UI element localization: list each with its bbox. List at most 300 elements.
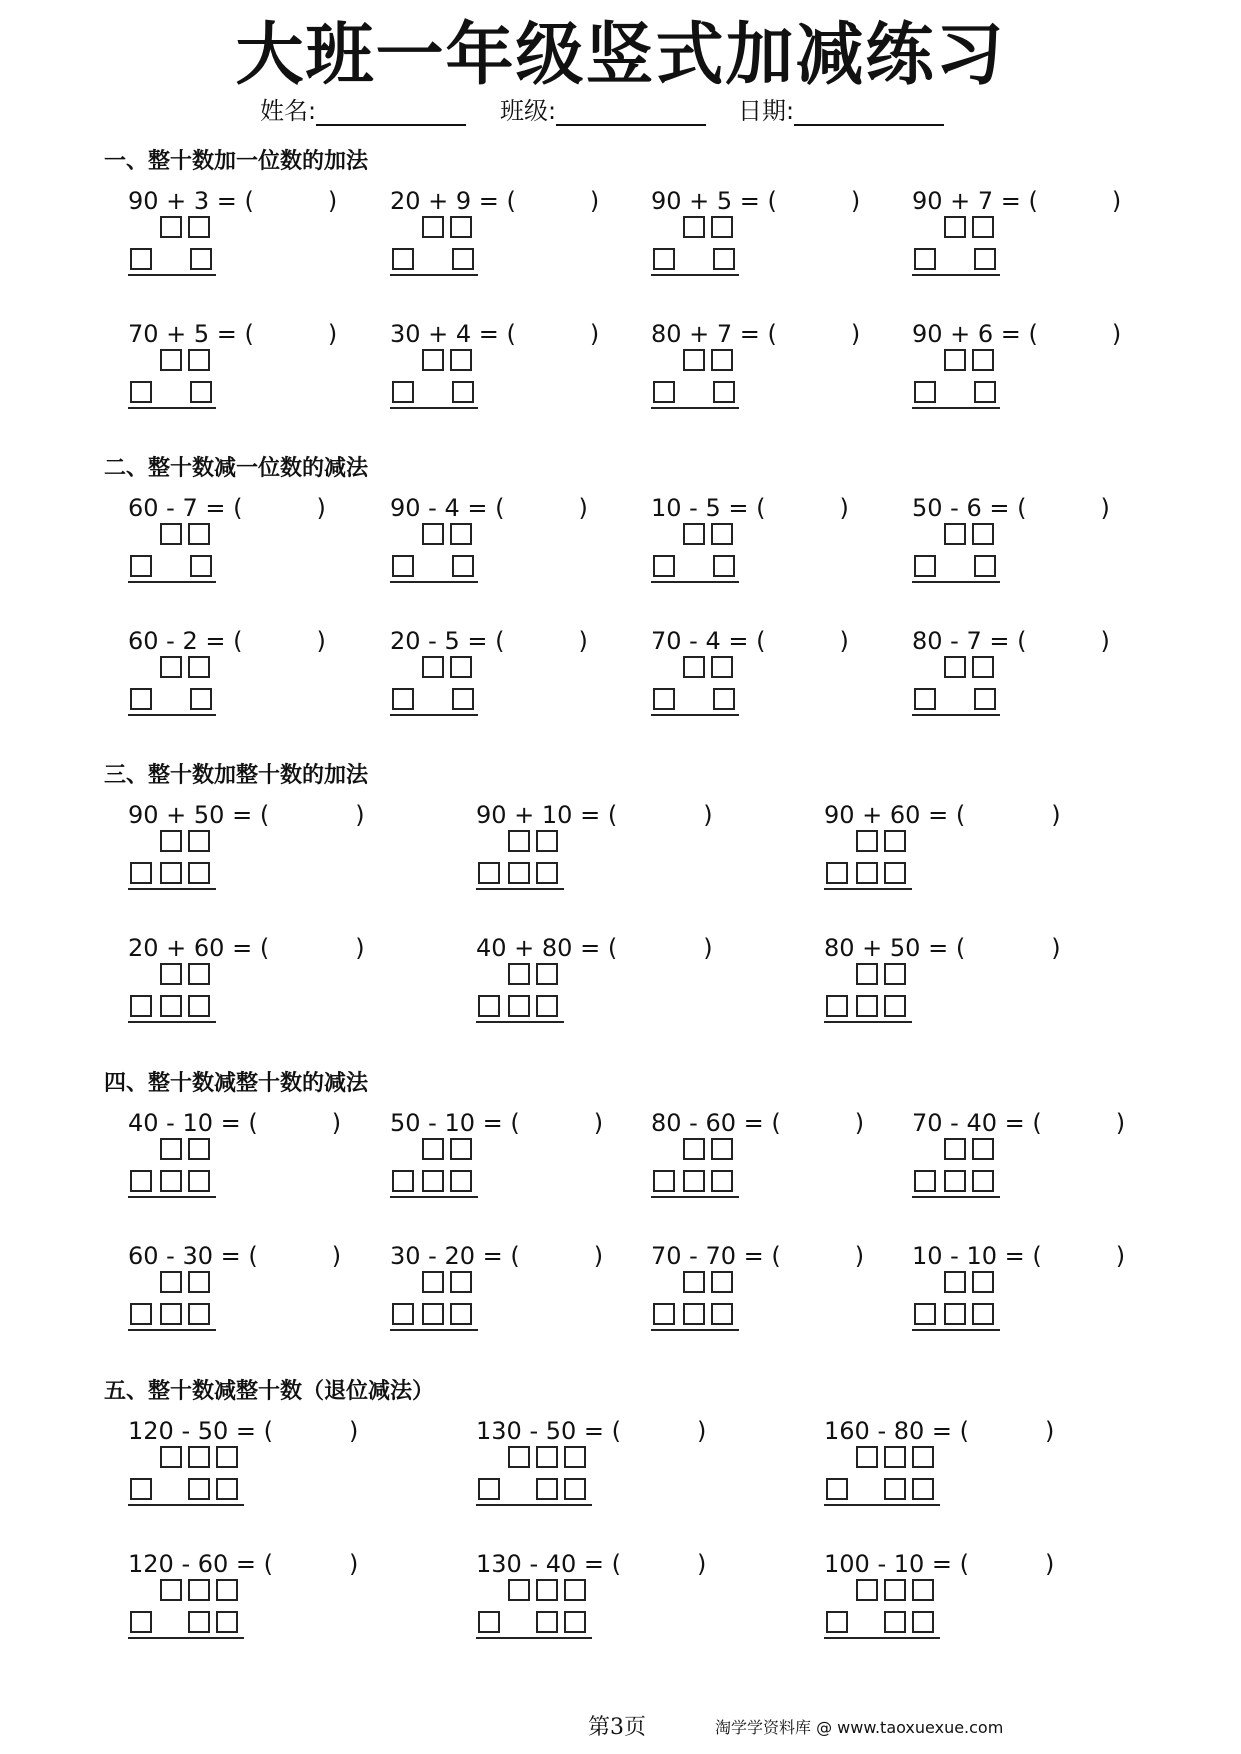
equation-text: 90 + 5 = ( bbox=[651, 187, 777, 215]
digit-box[interactable] bbox=[711, 216, 733, 238]
digit-box[interactable] bbox=[392, 381, 414, 403]
equation-text: 120 - 50 = ( bbox=[128, 1417, 273, 1445]
digit-box[interactable] bbox=[944, 1138, 966, 1160]
digit-box[interactable] bbox=[450, 1138, 472, 1160]
equation bbox=[912, 626, 1110, 656]
digit-box[interactable] bbox=[944, 216, 966, 238]
digit-box[interactable] bbox=[974, 381, 996, 403]
answer-close-paren: ) bbox=[327, 320, 338, 348]
digit-box[interactable] bbox=[392, 1303, 414, 1325]
digit-box[interactable] bbox=[188, 1446, 210, 1468]
equation-text: 70 - 70 = ( bbox=[651, 1242, 781, 1270]
problem bbox=[476, 800, 736, 910]
equation-text: 80 - 60 = ( bbox=[651, 1109, 781, 1137]
digit-box[interactable] bbox=[884, 1478, 906, 1500]
answer-underline bbox=[128, 581, 216, 583]
problem bbox=[651, 626, 911, 736]
digit-box[interactable] bbox=[536, 1579, 558, 1601]
digit-box[interactable] bbox=[508, 830, 530, 852]
problem bbox=[912, 626, 1172, 736]
digit-box[interactable] bbox=[422, 1170, 444, 1192]
digit-box[interactable] bbox=[160, 349, 182, 371]
answer-close-paren: ) bbox=[593, 1242, 604, 1270]
digit-box[interactable] bbox=[130, 381, 152, 403]
equation-text: 60 - 2 = ( bbox=[128, 627, 243, 655]
answer-close-paren: ) bbox=[850, 187, 861, 215]
digit-box[interactable] bbox=[974, 688, 996, 710]
digit-box[interactable] bbox=[422, 1303, 444, 1325]
digit-box[interactable] bbox=[972, 656, 994, 678]
problem bbox=[651, 319, 911, 429]
digit-box[interactable] bbox=[188, 1170, 210, 1192]
equation-text: 90 + 60 = ( bbox=[824, 801, 966, 829]
answer-close-paren: ) bbox=[703, 934, 713, 962]
digit-box[interactable] bbox=[160, 1170, 182, 1192]
equation bbox=[128, 493, 326, 523]
digit-box[interactable] bbox=[190, 688, 212, 710]
answer-underline bbox=[476, 888, 564, 890]
answer-close-paren: ) bbox=[355, 801, 365, 829]
digit-box[interactable] bbox=[160, 523, 182, 545]
digit-box[interactable] bbox=[914, 248, 936, 270]
problem bbox=[128, 933, 388, 1043]
digit-box[interactable] bbox=[683, 1170, 705, 1192]
digit-box[interactable] bbox=[422, 349, 444, 371]
digit-box[interactable] bbox=[683, 216, 705, 238]
equation-text: 160 - 80 = ( bbox=[824, 1417, 969, 1445]
equation bbox=[128, 1108, 342, 1138]
digit-box[interactable] bbox=[216, 1446, 238, 1468]
equation bbox=[390, 626, 588, 656]
digit-box[interactable] bbox=[884, 995, 906, 1017]
digit-box[interactable] bbox=[188, 1138, 210, 1160]
digit-box[interactable] bbox=[711, 523, 733, 545]
digit-box[interactable] bbox=[683, 349, 705, 371]
equation bbox=[651, 493, 849, 523]
answer-close-paren: ) bbox=[1100, 494, 1110, 522]
digit-box[interactable] bbox=[190, 381, 212, 403]
digit-box[interactable] bbox=[914, 1303, 936, 1325]
digit-box[interactable] bbox=[422, 656, 444, 678]
answer-close-paren: ) bbox=[589, 320, 600, 348]
digit-box[interactable] bbox=[450, 656, 472, 678]
equation bbox=[390, 1241, 604, 1271]
digit-box[interactable] bbox=[683, 656, 705, 678]
digit-box[interactable] bbox=[711, 1271, 733, 1293]
equation-text: 90 + 50 = ( bbox=[128, 801, 270, 829]
digit-box[interactable] bbox=[884, 1611, 906, 1633]
equation-text: 70 - 40 = ( bbox=[912, 1109, 1042, 1137]
digit-box[interactable] bbox=[130, 555, 152, 577]
answer-underline bbox=[390, 274, 478, 276]
digit-box[interactable] bbox=[188, 862, 210, 884]
problem bbox=[390, 319, 650, 429]
digit-box[interactable] bbox=[130, 995, 152, 1017]
equation bbox=[912, 186, 1122, 216]
answer-underline bbox=[651, 1329, 739, 1331]
answer-underline bbox=[128, 407, 216, 409]
digit-box[interactable] bbox=[478, 862, 500, 884]
equation-text: 130 - 40 = ( bbox=[476, 1550, 621, 1578]
digit-box[interactable] bbox=[944, 523, 966, 545]
digit-box[interactable] bbox=[826, 1611, 848, 1633]
answer-underline bbox=[912, 581, 1000, 583]
digit-box[interactable] bbox=[711, 656, 733, 678]
digit-box[interactable] bbox=[422, 1138, 444, 1160]
digit-box[interactable] bbox=[884, 1446, 906, 1468]
digit-box[interactable] bbox=[190, 555, 212, 577]
answer-underline bbox=[651, 581, 739, 583]
digit-box[interactable] bbox=[392, 1170, 414, 1192]
digit-box[interactable] bbox=[713, 555, 735, 577]
problem bbox=[128, 800, 388, 910]
digit-box[interactable] bbox=[564, 1579, 586, 1601]
answer-close-paren: ) bbox=[854, 1109, 865, 1137]
equation bbox=[651, 319, 861, 349]
digit-box[interactable] bbox=[450, 1271, 472, 1293]
digit-box[interactable] bbox=[944, 1303, 966, 1325]
digit-box[interactable] bbox=[826, 1478, 848, 1500]
answer-underline bbox=[128, 1196, 216, 1198]
section-title: 五、整十数减整十数（退位减法） bbox=[104, 1379, 435, 1404]
answer-underline bbox=[912, 1196, 1000, 1198]
digit-box[interactable] bbox=[683, 523, 705, 545]
digit-box[interactable] bbox=[508, 1579, 530, 1601]
equation-text: 30 + 4 = ( bbox=[390, 320, 516, 348]
digit-box[interactable] bbox=[653, 1303, 675, 1325]
digit-box[interactable] bbox=[974, 248, 996, 270]
answer-underline bbox=[476, 1637, 592, 1639]
digit-box[interactable] bbox=[160, 1579, 182, 1601]
problem bbox=[128, 626, 388, 736]
digit-box[interactable] bbox=[452, 688, 474, 710]
answer-underline bbox=[128, 888, 216, 890]
equation-text: 20 + 9 = ( bbox=[390, 187, 516, 215]
digit-box[interactable] bbox=[160, 1138, 182, 1160]
problem bbox=[128, 186, 388, 296]
digit-box[interactable] bbox=[972, 1303, 994, 1325]
digit-box[interactable] bbox=[826, 995, 848, 1017]
answer-close-paren: ) bbox=[331, 1242, 342, 1270]
equation-text: 60 - 7 = ( bbox=[128, 494, 243, 522]
digit-box[interactable] bbox=[160, 1271, 182, 1293]
problem bbox=[128, 493, 388, 603]
digit-box[interactable] bbox=[972, 349, 994, 371]
equation bbox=[128, 800, 365, 830]
problem bbox=[912, 493, 1172, 603]
digit-box[interactable] bbox=[160, 1303, 182, 1325]
equation-text: 90 + 6 = ( bbox=[912, 320, 1038, 348]
answer-underline bbox=[476, 1021, 564, 1023]
digit-box[interactable] bbox=[536, 963, 558, 985]
problem bbox=[824, 800, 1084, 910]
digit-box[interactable] bbox=[216, 1478, 238, 1500]
digit-box[interactable] bbox=[392, 688, 414, 710]
digit-box[interactable] bbox=[130, 1611, 152, 1633]
digit-box[interactable] bbox=[914, 381, 936, 403]
problem bbox=[128, 1549, 388, 1659]
digit-box[interactable] bbox=[508, 963, 530, 985]
answer-close-paren: ) bbox=[1115, 1242, 1126, 1270]
equation bbox=[824, 1416, 1055, 1446]
digit-box[interactable] bbox=[826, 862, 848, 884]
answer-close-paren: ) bbox=[589, 187, 600, 215]
digit-box[interactable] bbox=[478, 995, 500, 1017]
digit-box[interactable] bbox=[914, 555, 936, 577]
digit-box[interactable] bbox=[160, 995, 182, 1017]
answer-close-paren: ) bbox=[355, 934, 365, 962]
digit-box[interactable] bbox=[130, 1478, 152, 1500]
digit-box[interactable] bbox=[856, 995, 878, 1017]
digit-box[interactable] bbox=[683, 1138, 705, 1160]
digit-box[interactable] bbox=[188, 349, 210, 371]
class-field[interactable]: 班级: bbox=[500, 96, 706, 126]
problem bbox=[390, 1108, 650, 1218]
digit-box[interactable] bbox=[536, 1478, 558, 1500]
answer-underline bbox=[390, 581, 478, 583]
digit-box[interactable] bbox=[188, 1611, 210, 1633]
digit-box[interactable] bbox=[653, 248, 675, 270]
equation-text: 90 + 10 = ( bbox=[476, 801, 618, 829]
answer-underline bbox=[128, 1637, 244, 1639]
digit-box[interactable] bbox=[711, 349, 733, 371]
digit-box[interactable] bbox=[972, 1170, 994, 1192]
digit-box[interactable] bbox=[508, 862, 530, 884]
digit-box[interactable] bbox=[452, 248, 474, 270]
digit-box[interactable] bbox=[536, 1446, 558, 1468]
digit-box[interactable] bbox=[856, 830, 878, 852]
problem bbox=[824, 1416, 1084, 1526]
digit-box[interactable] bbox=[450, 349, 472, 371]
digit-box[interactable] bbox=[188, 656, 210, 678]
problem bbox=[128, 1241, 388, 1351]
digit-box[interactable] bbox=[912, 1611, 934, 1633]
digit-box[interactable] bbox=[450, 1303, 472, 1325]
digit-box[interactable] bbox=[450, 1170, 472, 1192]
answer-close-paren: ) bbox=[1051, 801, 1061, 829]
answer-underline bbox=[390, 1329, 478, 1331]
equation bbox=[128, 186, 338, 216]
problem bbox=[390, 493, 650, 603]
answer-underline bbox=[651, 407, 739, 409]
equation bbox=[390, 493, 588, 523]
digit-box[interactable] bbox=[130, 248, 152, 270]
digit-box[interactable] bbox=[711, 1303, 733, 1325]
digit-box[interactable] bbox=[188, 1579, 210, 1601]
digit-box[interactable] bbox=[856, 862, 878, 884]
digit-box[interactable] bbox=[422, 1271, 444, 1293]
answer-underline bbox=[651, 274, 739, 276]
digit-box[interactable] bbox=[884, 1579, 906, 1601]
digit-box[interactable] bbox=[683, 1271, 705, 1293]
problem bbox=[824, 1549, 1084, 1659]
digit-box[interactable] bbox=[450, 216, 472, 238]
digit-box[interactable] bbox=[972, 1271, 994, 1293]
digit-box[interactable] bbox=[564, 1478, 586, 1500]
digit-box[interactable] bbox=[422, 523, 444, 545]
digit-box[interactable] bbox=[130, 1170, 152, 1192]
digit-box[interactable] bbox=[536, 862, 558, 884]
digit-box[interactable] bbox=[912, 1478, 934, 1500]
digit-box[interactable] bbox=[160, 963, 182, 985]
digit-box[interactable] bbox=[216, 1579, 238, 1601]
answer-underline bbox=[390, 407, 478, 409]
equation-text: 80 + 7 = ( bbox=[651, 320, 777, 348]
digit-box[interactable] bbox=[188, 1271, 210, 1293]
digit-box[interactable] bbox=[564, 1446, 586, 1468]
digit-box[interactable] bbox=[188, 1478, 210, 1500]
equation-text: 20 - 5 = ( bbox=[390, 627, 505, 655]
digit-box[interactable] bbox=[914, 688, 936, 710]
equation bbox=[390, 319, 600, 349]
equation-text: 130 - 50 = ( bbox=[476, 1417, 621, 1445]
digit-box[interactable] bbox=[160, 1446, 182, 1468]
digit-box[interactable] bbox=[653, 381, 675, 403]
digit-box[interactable] bbox=[160, 656, 182, 678]
digit-box[interactable] bbox=[188, 830, 210, 852]
equation bbox=[912, 493, 1110, 523]
answer-underline bbox=[824, 1021, 912, 1023]
digit-box[interactable] bbox=[713, 248, 735, 270]
page-title: 大班一年级竖式加减练习 bbox=[235, 16, 1006, 95]
equation-text: 50 - 6 = ( bbox=[912, 494, 1027, 522]
digit-box[interactable] bbox=[884, 862, 906, 884]
digit-box[interactable] bbox=[508, 1446, 530, 1468]
digit-box[interactable] bbox=[452, 381, 474, 403]
digit-box[interactable] bbox=[974, 555, 996, 577]
digit-box[interactable] bbox=[884, 830, 906, 852]
digit-box[interactable] bbox=[188, 995, 210, 1017]
digit-box[interactable] bbox=[713, 688, 735, 710]
problem bbox=[128, 319, 388, 429]
problem bbox=[912, 1241, 1172, 1351]
digit-box[interactable] bbox=[392, 248, 414, 270]
digit-box[interactable] bbox=[711, 1138, 733, 1160]
digit-box[interactable] bbox=[944, 656, 966, 678]
digit-box[interactable] bbox=[392, 555, 414, 577]
digit-box[interactable] bbox=[452, 555, 474, 577]
digit-box[interactable] bbox=[912, 1446, 934, 1468]
digit-box[interactable] bbox=[683, 1303, 705, 1325]
digit-box[interactable] bbox=[450, 523, 472, 545]
date-field[interactable]: 日期: bbox=[738, 96, 944, 126]
answer-underline bbox=[128, 1329, 216, 1331]
digit-box[interactable] bbox=[188, 963, 210, 985]
digit-box[interactable] bbox=[972, 216, 994, 238]
answer-close-paren: ) bbox=[316, 494, 326, 522]
digit-box[interactable] bbox=[130, 1303, 152, 1325]
answer-close-paren: ) bbox=[327, 187, 338, 215]
digit-box[interactable] bbox=[711, 1170, 733, 1192]
equation bbox=[476, 1549, 707, 1579]
digit-box[interactable] bbox=[944, 1271, 966, 1293]
section-title: 二、整十数减一位数的减法 bbox=[104, 456, 369, 481]
digit-box[interactable] bbox=[944, 1170, 966, 1192]
equation bbox=[912, 319, 1122, 349]
digit-box[interactable] bbox=[160, 830, 182, 852]
equation bbox=[651, 626, 849, 656]
digit-box[interactable] bbox=[653, 1170, 675, 1192]
digit-box[interactable] bbox=[972, 523, 994, 545]
answer-underline bbox=[912, 274, 1000, 276]
digit-box[interactable] bbox=[564, 1611, 586, 1633]
problem bbox=[651, 1108, 911, 1218]
digit-box[interactable] bbox=[160, 862, 182, 884]
problem bbox=[390, 1241, 650, 1351]
equation bbox=[128, 319, 338, 349]
digit-box[interactable] bbox=[856, 963, 878, 985]
digit-box[interactable] bbox=[188, 216, 210, 238]
answer-underline bbox=[912, 714, 1000, 716]
digit-box[interactable] bbox=[508, 995, 530, 1017]
digit-box[interactable] bbox=[856, 1579, 878, 1601]
page-number: 第3页 bbox=[588, 1715, 646, 1740]
footer-source: 淘学学资料库 @ www.taoxuexue.com bbox=[715, 1718, 1004, 1737]
digit-box[interactable] bbox=[713, 381, 735, 403]
digit-box[interactable] bbox=[536, 830, 558, 852]
digit-box[interactable] bbox=[478, 1478, 500, 1500]
equation-text: 40 + 80 = ( bbox=[476, 934, 618, 962]
equation-text: 80 - 7 = ( bbox=[912, 627, 1027, 655]
answer-close-paren: ) bbox=[1100, 627, 1110, 655]
answer-close-paren: ) bbox=[349, 1417, 359, 1445]
digit-box[interactable] bbox=[912, 1579, 934, 1601]
digit-box[interactable] bbox=[856, 1446, 878, 1468]
digit-box[interactable] bbox=[160, 216, 182, 238]
digit-box[interactable] bbox=[914, 1170, 936, 1192]
equation bbox=[128, 1549, 359, 1579]
name-field[interactable]: 姓名: bbox=[260, 96, 466, 126]
digit-box[interactable] bbox=[190, 248, 212, 270]
digit-box[interactable] bbox=[188, 1303, 210, 1325]
answer-close-paren: ) bbox=[1045, 1550, 1055, 1578]
digit-box[interactable] bbox=[422, 216, 444, 238]
answer-close-paren: ) bbox=[331, 1109, 342, 1137]
digit-box[interactable] bbox=[536, 1611, 558, 1633]
equation bbox=[476, 933, 713, 963]
equation-text: 10 - 5 = ( bbox=[651, 494, 766, 522]
answer-underline bbox=[390, 1196, 478, 1198]
digit-box[interactable] bbox=[972, 1138, 994, 1160]
answer-close-paren: ) bbox=[697, 1550, 707, 1578]
digit-box[interactable] bbox=[944, 349, 966, 371]
answer-close-paren: ) bbox=[1045, 1417, 1055, 1445]
answer-close-paren: ) bbox=[850, 320, 861, 348]
digit-box[interactable] bbox=[884, 963, 906, 985]
digit-box[interactable] bbox=[188, 523, 210, 545]
equation bbox=[390, 186, 600, 216]
answer-underline bbox=[651, 1196, 739, 1198]
equation bbox=[912, 1241, 1126, 1271]
equation-text: 90 - 4 = ( bbox=[390, 494, 505, 522]
answer-close-paren: ) bbox=[1051, 934, 1061, 962]
digit-box[interactable] bbox=[536, 995, 558, 1017]
answer-close-paren: ) bbox=[697, 1417, 707, 1445]
digit-box[interactable] bbox=[653, 555, 675, 577]
digit-box[interactable] bbox=[130, 862, 152, 884]
equation bbox=[651, 1241, 865, 1271]
equation-text: 40 - 10 = ( bbox=[128, 1109, 258, 1137]
digit-box[interactable] bbox=[653, 688, 675, 710]
equation-text: 70 + 5 = ( bbox=[128, 320, 254, 348]
digit-box[interactable] bbox=[130, 688, 152, 710]
digit-box[interactable] bbox=[478, 1611, 500, 1633]
answer-underline bbox=[128, 1504, 244, 1506]
answer-underline bbox=[824, 1637, 940, 1639]
digit-box[interactable] bbox=[216, 1611, 238, 1633]
answer-close-paren: ) bbox=[578, 627, 588, 655]
equation bbox=[476, 1416, 707, 1446]
